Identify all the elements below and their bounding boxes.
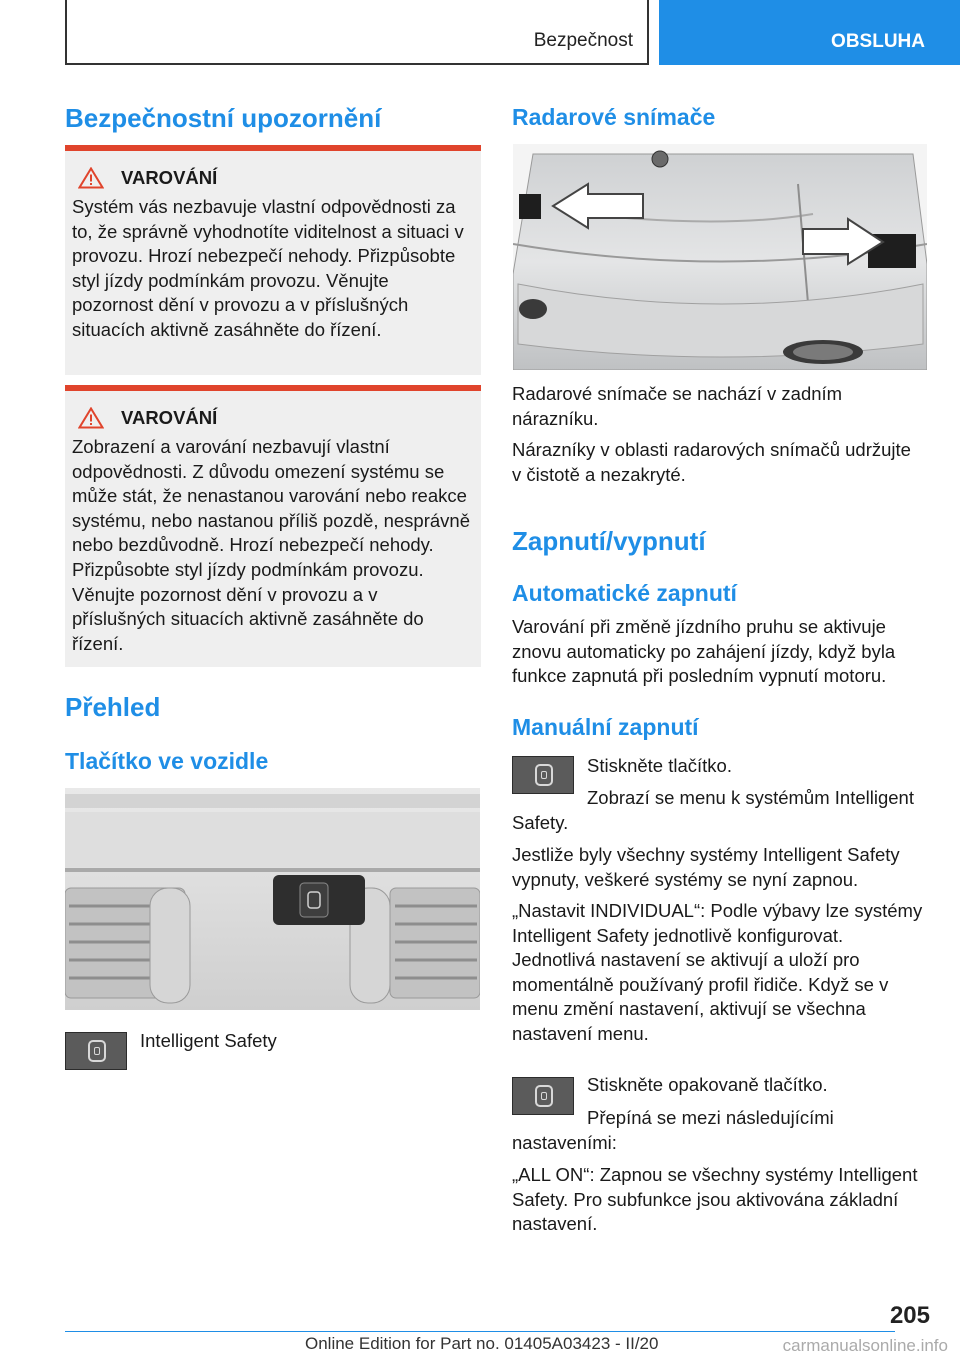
overview-heading: Přehled: [65, 692, 161, 722]
footer-rule: [65, 1331, 895, 1332]
step-menu-shown: Zobrazí se menu k systémům Intelligent Safety.: [512, 787, 914, 833]
warning-box-2: [65, 385, 481, 667]
watermark: carmanualsonline.info: [782, 1336, 948, 1355]
radar-location-text: Radarové snímače se nachází v zadním nárazníku.: [512, 383, 843, 429]
rear-bumper-radar-photo: [513, 144, 927, 370]
header-box: [65, 0, 649, 65]
warning-box-1: [65, 145, 481, 375]
footer-edition: Online Edition for Part no. 01405A03423 - II/20: [305, 1334, 659, 1353]
all-off-text: Jestliže byly všechny systémy Intelligent Safety vypnuty, veškeré systémy se nyní zapnou.: [512, 844, 900, 890]
button-in-vehicle-heading: Tlačítko ve vozidle: [65, 748, 269, 774]
step-toggle-settings: Přepíná se mezi následujícími nastaveními:: [512, 1107, 834, 1153]
on-off-heading: Zapnutí/vypnutí: [512, 526, 706, 556]
warning-title: VAROVÁNÍ: [121, 167, 218, 188]
radar-keep-clean-text: Nárazníky v oblasti radarových snímačů udržujte v čistotě a nezakryté.: [512, 439, 911, 485]
step-press-button: Stiskněte tlačítko.: [587, 755, 732, 776]
intelligent-safety-button-icon: [65, 1032, 127, 1070]
manual-on-heading: Manuální zapnutí: [512, 714, 699, 740]
dashboard-button-photo: [65, 788, 480, 1010]
radar-sensors-heading: Radarové snímače: [512, 104, 716, 130]
automatic-on-heading: Automatické zapnutí: [512, 580, 737, 606]
all-on-text: „ALL ON“: Zapnou se všechny systémy Intelligent Safety. Pro subfunkce jsou aktivována základní nastavení.: [512, 1164, 918, 1235]
warning-triangle-icon: [78, 407, 104, 429]
warning-triangle-icon: [78, 167, 104, 189]
header-section: Bezpečnost: [533, 30, 633, 51]
step-press-repeatedly: Stiskněte opakovaně tlačítko.: [587, 1074, 828, 1095]
intelligent-safety-label: Intelligent Safety: [140, 1030, 277, 1051]
safety-notes-heading: Bezpečnostní upozornění: [65, 103, 382, 133]
warning-text: Systém vás nezbavuje vlastní odpovědnosti za to, že správně vyhodnotíte viditelnost a situaci v provozu. Hrozí nebezpečí nehody. Přizpůsobte styl jízdy podmínkám provozu. Věnujte pozornost dění v provozu a v příslušných situacích aktivně zasáhněte do řízení.: [72, 196, 464, 340]
header-chapter-tab: OBSLUHA: [659, 0, 960, 65]
individual-setting-text: „Nastavit INDIVIDUAL“: Podle výbavy lze systémy Intelligent Safety jednotlivě konfigurovat. Jednotlivá nastavení se aktivují a uloží pro momentálně používaný profil řidiče. Když se v menu změní nastavení, aktivují se všechna nastavení menu.: [512, 900, 923, 1044]
page-number: 205: [889, 1302, 930, 1329]
warning-text: Zobrazení a varování nezbavují vlastní odpovědnosti. Z důvodu omezení systému se může stát, že nenastanou varování nebo reakce systému, nebo nastanou příliš pozdě, nesprávně nebo bezdůvodně. Hrozí nebezpečí nehody. Přizpůsobte styl jízdy podmínkám provozu. Věnujte pozornost dění v provozu a v příslušných situacích aktivně zasáhněte do řízení.: [72, 436, 470, 654]
warning-title: VAROVÁNÍ: [121, 407, 218, 428]
automatic-on-text: Varování při změně jízdního pruhu se aktivuje znovu automaticky po zahájení jízdy, když byla funkce zapnutá při posledním vypnutí motoru.: [512, 616, 896, 687]
